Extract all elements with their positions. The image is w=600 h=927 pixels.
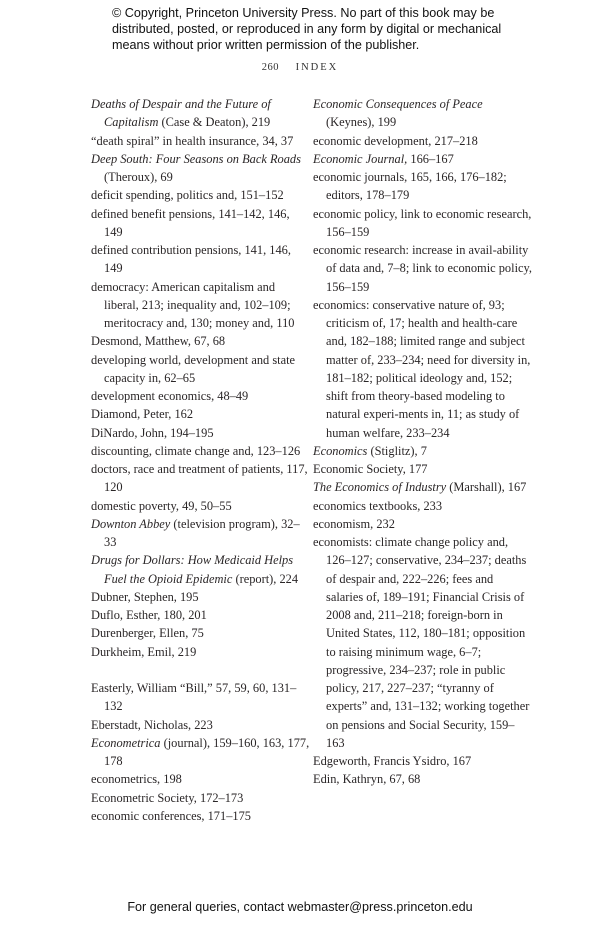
index-entry [91, 770, 311, 788]
index-entry [313, 442, 533, 460]
entry-text: Duflo, Esther, 180, 201 [91, 608, 207, 622]
entry-text: Dubner, Stephen, 195 [91, 589, 199, 604]
index-entry [313, 515, 533, 533]
index-entry [91, 460, 311, 497]
index-entry [313, 132, 533, 150]
entry-title: Economic Consequences of Peace [313, 97, 483, 111]
entry-text: “death spiral” in health insurance, 34, 37 [91, 133, 294, 148]
entry-text: Econometric Society, 172–173 [91, 790, 244, 805]
entry-title: Drugs for Dollars: How Medicaid Helps Fuel the Opioid Epidemic [91, 553, 294, 586]
entry-title: Deaths of Despair and the Future of Capitalism [91, 97, 271, 130]
index-entry [313, 95, 533, 132]
index-entry [91, 351, 311, 388]
index-entry [91, 716, 311, 734]
index-entry [313, 150, 533, 168]
entry-text: development economics, 48–49 [91, 389, 249, 403]
index-entry [91, 497, 311, 515]
entry-text: defined contribution pensions, 141, 146, 149 [91, 243, 291, 276]
index-entry [91, 387, 311, 405]
index-entry [313, 770, 533, 788]
index-entry [91, 442, 311, 460]
entry-text: Durenberger, Ellen, 75 [91, 626, 204, 641]
entry-text: (Keynes), 199 [326, 115, 397, 130]
entry-title: The Economics of Industry [313, 480, 447, 495]
index-entry [313, 478, 533, 496]
entry-text: economic conferences, 171–175 [91, 808, 251, 823]
index-entry [91, 734, 311, 771]
index-entry [91, 789, 311, 807]
entry-text: Economic Society, 177 [313, 462, 428, 476]
footer-contact: For general queries, contact webmaster@press.princeton.edu [127, 900, 473, 914]
entry-text: (Case & Deaton), 219 [158, 115, 271, 130]
letter-group-gap [91, 661, 311, 679]
entry-text: Durkheim, Emil, 219 [91, 644, 197, 659]
entry-text: domestic poverty, 49, 50–55 [91, 498, 232, 513]
index-entry [91, 278, 311, 333]
entry-text: economic development, 217–218 [313, 133, 478, 148]
index-column-right [313, 95, 533, 789]
entry-text: (report), 224 [232, 571, 299, 586]
entry-text: Edin, Kathryn, 67, 68 [313, 772, 421, 787]
index-entry [313, 460, 533, 478]
entry-text: democracy: American capitalism and liberal, 213; inequality and, 102–109; meritocracy and, 130; money and, 110 [91, 279, 295, 330]
entry-text: doctors, race and treatment of patients, 117, 120 [91, 462, 308, 495]
running-head [0, 62, 600, 73]
entry-text: discounting, climate change and, 123–126 [91, 443, 301, 458]
entry-text: Eberstadt, Nicholas, 223 [91, 717, 213, 732]
index-column-left [91, 95, 311, 825]
entry-text: Desmond, Matthew, 67, 68 [91, 334, 226, 349]
index-entry [91, 424, 311, 442]
index-entry [91, 150, 311, 187]
index-entry [91, 551, 311, 588]
page-number: 260 [261, 62, 279, 73]
entry-text: (Stiglitz), 7 [367, 443, 427, 458]
entry-title: Deep South: Four Seasons on Back Roads [91, 151, 301, 166]
entry-text: (Theroux), 69 [104, 170, 173, 184]
index-entry [91, 332, 311, 350]
index-entry [91, 588, 311, 606]
index-entry [313, 168, 533, 205]
entry-title: Economic Journal, [313, 151, 408, 166]
entry-text: deficit spending, politics and, 151–152 [91, 188, 284, 203]
entry-text: Edgeworth, Francis Ysidro, 167 [313, 754, 472, 768]
index-entry [91, 624, 311, 642]
entry-text: economic research: increase in avail-ability of data and, 7–8; link to economic policy, 156–159 [313, 243, 532, 294]
index-entry [313, 497, 533, 515]
index-entry [91, 186, 311, 204]
index-entry [91, 807, 311, 825]
entry-title: Downton Abbey [91, 516, 171, 531]
section-title: INDEX [295, 62, 339, 73]
entry-text: DiNardo, John, 194–195 [91, 425, 214, 440]
entry-title: Econometrica [91, 735, 161, 750]
index-entry [313, 241, 533, 296]
index-entry [91, 132, 311, 150]
entry-text: economics: conservative nature of, 93; criticism of, 17; health and health-care and, 182–188; limited range and subject matter of, 233–234; need for diversity in, 181–182; political ideology and, 152; shift from theory-based modeling to natural experi-ments in, 11; as study of human welfare, 233–234 [313, 297, 531, 440]
copyright-notice: © Copyright, Princeton University Press. No part of this book may be distributed, posted, or reproduced in any form by digital or mechanical means without prior written permission of the publisher. [112, 6, 502, 52]
entry-text: (Marshall), 167 [446, 480, 527, 495]
index-entry [91, 95, 311, 132]
entry-text: 166–167 [407, 151, 454, 166]
entry-text: (journal), 159–160, 163, 177, 178 [104, 735, 310, 768]
index-entry [91, 205, 311, 242]
entry-text: economists: climate change policy and, 126–127; conservative, 234–237; deaths of despair and, 222–226; fees and salaries of, 189–191; Financial Crisis of 2008 and, 211–218; foreign-born in United States, 112, 180–181; opposition to raising minimum wage, 6–7; progressive, 234–237; role in public policy, 217, 227–237; “tyranny of experts” and, 131–132; working together on pensions and Social Security, 159–163 [313, 535, 530, 750]
entry-text: developing world, development and state capacity in, 62–65 [91, 352, 296, 385]
index-entry [91, 241, 311, 278]
index-entry [91, 515, 311, 552]
index-entry [91, 606, 311, 624]
index-entry [313, 752, 533, 770]
index-entry [91, 679, 311, 716]
entry-text: Easterly, William “Bill,” 57, 59, 60, 131–132 [91, 681, 297, 714]
entry-text: economism, 232 [313, 516, 395, 531]
index-entry [91, 643, 311, 661]
entry-text: econometrics, 198 [91, 772, 182, 787]
entry-title: Economics [313, 443, 368, 458]
index-entry [313, 205, 533, 242]
entry-text: economic policy, link to economic research, 156–159 [313, 206, 532, 239]
entry-text: Diamond, Peter, 162 [91, 407, 194, 422]
index-entry [313, 533, 533, 752]
entry-text: economic journals, 165, 166, 176–182; editors, 178–179 [313, 170, 507, 203]
entry-text: defined benefit pensions, 141–142, 146, 149 [91, 206, 290, 239]
index-entry [91, 405, 311, 423]
entry-text: economics textbooks, 233 [313, 498, 443, 513]
entry-text: (television program), 32–33 [104, 516, 300, 549]
index-entry [313, 296, 533, 442]
